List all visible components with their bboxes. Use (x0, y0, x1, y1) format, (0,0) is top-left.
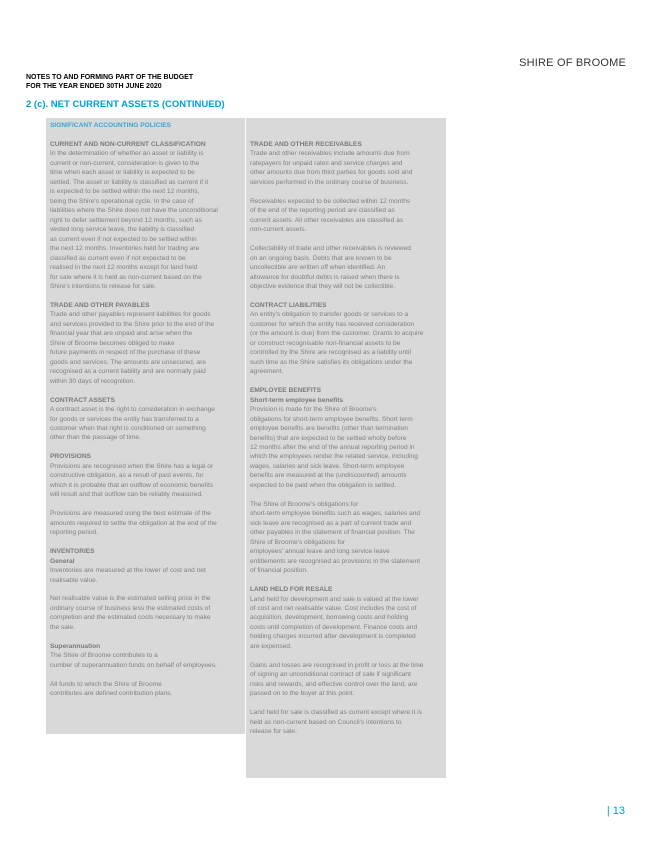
spacer (50, 443, 218, 452)
text-line: other than the passage of time. (50, 434, 141, 442)
text-line: Land held for sale is classified as current except where it is (250, 709, 422, 717)
spacer (250, 651, 423, 660)
text-line: The Shire of Broome contributes to a (50, 652, 158, 660)
text-line: sick leave are recognised as a part of current trade and (250, 519, 412, 527)
right-text-column (250, 140, 423, 737)
text-line: which the employees render the related service, including (250, 453, 418, 461)
text-line: which it is probable that an outflow of economic benefits (50, 481, 214, 489)
text-line: Gains and losses are recognised in profit or loss at the time (250, 661, 424, 669)
text-line: The Shire of Broome's obligations for (250, 500, 359, 508)
text-line: the next 12 months. Inventories held for trading are (50, 245, 200, 253)
text-line: Provisions are measured using the best estimate of the (50, 510, 211, 518)
text-line: Collectability of trade and other receivables is reviewed (250, 245, 411, 253)
spacer (50, 386, 218, 395)
text-line: time when each asset or liability is expected to be (50, 169, 195, 177)
text-line: Net realisable value is the estimated selling price in the (50, 595, 211, 603)
spacer (250, 377, 423, 386)
text-line: other payables in the statement of financial position. The (250, 529, 415, 537)
section-heading: LAND HELD FOR RESALE (250, 586, 333, 594)
spacer (250, 576, 423, 585)
text-line: services performed in the ordinary course of business. (250, 178, 409, 186)
text-line: of cost and net realisable value. Cost includes the cost of (250, 604, 417, 612)
section-heading: INVENTORIES (50, 548, 95, 556)
text-line: benefits are measured at the (undiscounted) amounts (250, 472, 407, 480)
text-line: for sale where it is held as non-current based on the (50, 273, 202, 281)
text-line: (or the amount is due) from the customer. Grants to acquire (250, 330, 424, 338)
text-line: allowance for doubtful debts is raised when there is (250, 273, 400, 281)
text-line: Land held for development and sale is valued at the lower (250, 595, 419, 603)
text-line: controlled by the Shire are recognised as a liability until (250, 349, 411, 357)
section-heading: Short-term employee benefits (250, 396, 344, 404)
text-line: Shire of Broome's obligations for (250, 538, 346, 546)
text-line: Trade and other payables represent liabilities for goods (50, 311, 211, 319)
section-heading: CURRENT AND NON-CURRENT CLASSIFICATION (50, 140, 206, 148)
text-line: A contract asset is the right to consideration in exchange (50, 406, 215, 414)
text-line: vested long service leave, the liability is classified (50, 226, 195, 234)
text-line: current or non-current, consideration is given to the (50, 159, 200, 167)
text-line: An entity's obligation to transfer goods or services to a (250, 311, 409, 319)
text-line: and services provided to the Shire prior to the end of the (50, 320, 215, 328)
text-line: benefits) that are expected to be settled wholly before (250, 434, 407, 442)
text-line: release for sale. (250, 728, 297, 736)
section-heading: TRADE AND OTHER PAYABLES (50, 301, 150, 309)
text-line: realisable value. (50, 576, 98, 584)
text-line: such time as the Shire satisfies its obligations under the (250, 358, 413, 366)
text-line: short-term employee benefits such as wages, salaries and (250, 510, 421, 518)
text-line: settled. The asset or liability is classified as current if it (50, 178, 209, 186)
section-heading: Superannuation (50, 642, 101, 650)
text-line: 12 months after the end of the annual reporting period in (250, 444, 415, 451)
text-line: liabilities where the Shire does not have the unconditional (50, 207, 218, 215)
text-line: Provision is made for the Shire of Broome's (250, 406, 377, 414)
text-line: expected to be paid when the obligation is settled. (250, 481, 396, 489)
text-line: amounts required to settle the obligation at the end of the (50, 519, 217, 527)
section-heading: TRADE AND OTHER RECEIVABLES (250, 141, 362, 148)
text-line: ordinary course of business less the estimated costs of (50, 604, 211, 612)
text-line: ratepayers for unpaid rates and service charges and (250, 159, 403, 167)
section-heading: PROVISIONS (50, 453, 92, 461)
text-line: employee benefits are benefits (other than termination (250, 425, 408, 433)
text-line: goods and services. The amounts are unsecured, are (50, 358, 207, 366)
text-line: contributes are defined contribution plans. (50, 690, 173, 698)
text-line: held as non-current based on Council's intentions to (250, 718, 402, 726)
text-line: completion and the estimated costs necessary to make (50, 614, 211, 622)
section-heading: CONTRACT LIABILITIES (250, 301, 327, 309)
text-line: acquisition, development, borrowing costs and holding (250, 614, 409, 622)
text-line: agreement. (250, 368, 284, 376)
text-line: other amounts due from third parties for goods sold and (250, 169, 413, 177)
text-line: objective evidence that they will not be collectible. (250, 283, 396, 291)
spacer (250, 490, 423, 499)
organization-name: SHIRE OF BROOME (519, 57, 626, 69)
text-line: uncollectible are written off when identified. An (250, 264, 386, 272)
section-heading: CONTRACT ASSETS (50, 396, 115, 404)
text-line: financial year that are unpaid and arise when the (50, 330, 193, 338)
text-line: holding charges incurred after development is completed (250, 633, 416, 641)
text-line: In the determination of whether an asset or liability is (50, 150, 204, 158)
text-line: entitlements are recognised as provisions in the statement (250, 557, 421, 565)
spacer (50, 585, 218, 594)
document-header (26, 73, 193, 91)
section-heading: General (50, 557, 75, 565)
spacer (250, 187, 423, 196)
text-line: Provisions are recognised when the Shire has a legal or (50, 462, 214, 470)
notes-title-line-2: FOR THE YEAR ENDED 30TH JUNE 2020 (26, 83, 162, 90)
text-line: of signing an unconditional contract of sale if significant (250, 671, 411, 679)
text-line: customer when that right is conditioned on something (50, 425, 206, 432)
text-line: classified as current even if not expected to be (50, 254, 186, 262)
text-line: the sale. (50, 623, 75, 631)
spacer (50, 632, 218, 641)
text-line: or construct recognisable non-financial assets to be (250, 339, 401, 347)
text-line: number of superannuation funds on behalf of employees. (50, 661, 217, 669)
text-line: on an ongoing basis. Debts that are known to be (250, 254, 392, 262)
text-line: being the Shire's operational cycle. In the case of (50, 197, 194, 205)
text-line: All funds to which the Shire of Broome (50, 680, 162, 688)
left-text-column (50, 121, 218, 699)
text-line: Inventories are measured at the lower of cost and net (50, 567, 206, 575)
page-number: | 13 (606, 805, 625, 817)
policies-heading: SIGNIFICANT ACCOUNTING POLICIES (50, 122, 172, 129)
text-line: future payments in respect of the purchase of these (50, 349, 201, 357)
text-line: of the end of the reporting period are classified as (250, 207, 395, 215)
text-line: for goods or services the entity has transferred to a (50, 415, 199, 423)
text-line: employees' annual leave and long service leave (250, 548, 390, 556)
text-line: of financial position. (250, 567, 308, 575)
spacer (50, 500, 218, 509)
text-line: recognised as a current liability and are normally paid (50, 368, 206, 376)
spacer (250, 699, 423, 708)
text-line: Trade and other receivables include amounts due from (250, 150, 410, 158)
spacer (250, 292, 423, 301)
text-line: costs until completion of development. Finance costs and (250, 623, 418, 631)
text-line: are expensed. (250, 642, 292, 650)
text-line: customer for which the entity has received consideration (250, 320, 415, 328)
text-line: right to defer settlement beyond 12 months, such as (50, 216, 202, 224)
text-line: Shire's intentions to release for sale. (50, 282, 157, 290)
spacer (50, 538, 218, 547)
text-line: reporting period. (50, 529, 99, 537)
text-line: realised in the next 12 months except for land held (50, 264, 198, 272)
spacer (50, 291, 218, 300)
text-line: passed on to the buyer at this point. (250, 690, 355, 698)
section-title: 2 (c). NET CURRENT ASSETS (CONTINUED) (26, 99, 225, 110)
text-line: as current even if not expected to be settled within (50, 235, 197, 243)
text-line: will result and that outflow can be reliably measured. (50, 491, 203, 499)
text-line: non-current assets. (250, 226, 307, 234)
text-line: Shire of Broome becomes obliged to make (50, 339, 175, 347)
spacer (250, 235, 423, 244)
text-line: within 30 days of recognition. (50, 377, 136, 385)
text-line: constructive obligation, as a result of past events, for (50, 472, 204, 480)
notes-title-line-1: NOTES TO AND FORMING PART OF THE BUDGET (26, 74, 194, 81)
spacer (50, 130, 218, 139)
text-line: current assets. All other receivables are classified as (250, 216, 404, 224)
text-line: is expected to be settled within the next 12 months, (50, 188, 200, 196)
section-heading: EMPLOYEE BENEFITS (250, 387, 322, 395)
spacer (50, 670, 218, 679)
text-line: wages, salaries and sick leave. Short-term employee (250, 462, 405, 470)
text-line: obligations for short-term employee benefits. Short term (250, 415, 413, 423)
text-line: risks and rewards, and effective control over the land, are (250, 680, 418, 688)
text-line: Receivables expected to be collected within 12 months (250, 197, 411, 205)
